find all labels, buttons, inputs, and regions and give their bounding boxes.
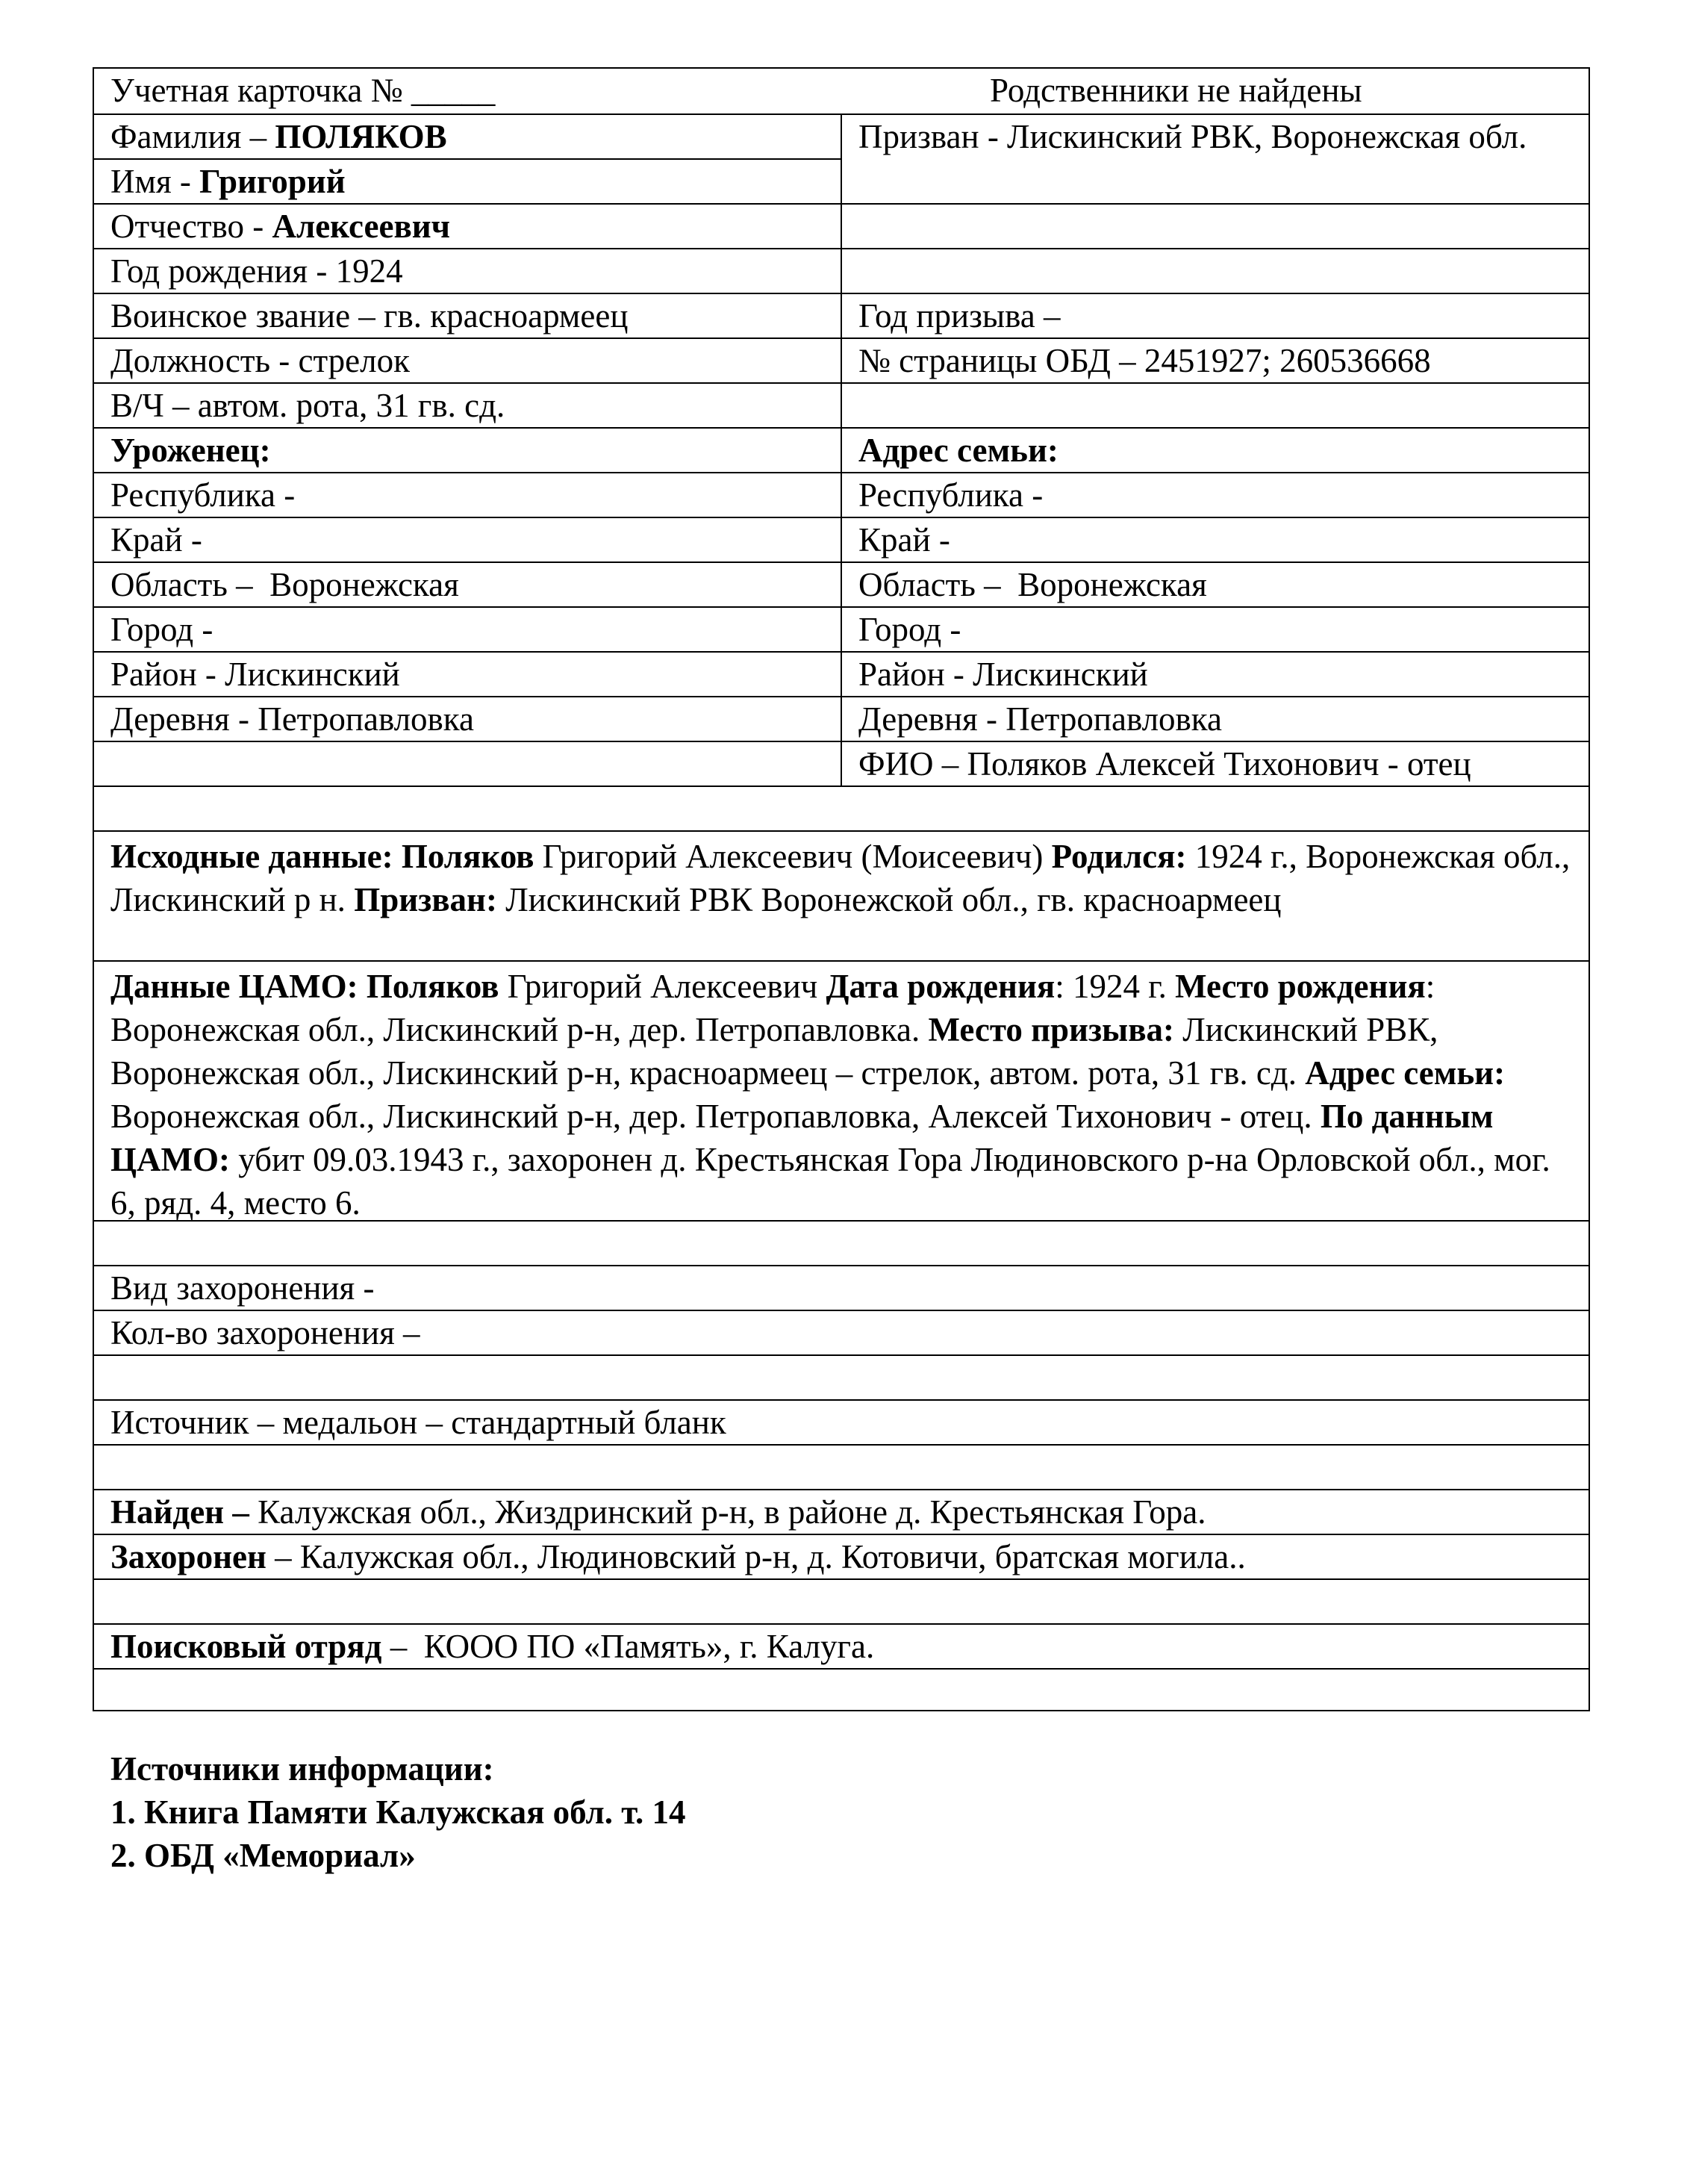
empty-row: [94, 1578, 1589, 1625]
family-fio: ФИО – Поляков Алексей Тихонович - отец: [858, 745, 1471, 783]
family-district: Район - Лискинский: [858, 656, 1148, 693]
obd-pages: № страницы ОБД – 2451927; 260536668: [858, 342, 1431, 379]
empty-row: [94, 1354, 1589, 1401]
empty-row: [94, 785, 1589, 832]
burial-count-row: [94, 1310, 1589, 1356]
republic-row: [94, 472, 1589, 518]
native-republic: Республика -: [110, 476, 296, 514]
relatives-status: Родственники не найдены: [990, 72, 1362, 109]
name-value: Григорий: [199, 163, 346, 200]
surname-label: Фамилия –: [110, 118, 275, 155]
rank-row: [94, 293, 1589, 339]
city-row: [94, 606, 1589, 653]
empty-row: [94, 1220, 1589, 1266]
patronymic-label: Отчество -: [110, 208, 272, 245]
drafted-cell: [842, 113, 1589, 203]
unit-row: [94, 382, 1589, 429]
native-city: Город -: [110, 611, 213, 648]
surname-value: ПОЛЯКОВ: [275, 118, 447, 155]
family-oblast: Область – Воронежская: [858, 566, 1207, 603]
search-squad-row: [94, 1623, 1589, 1670]
empty-row: [94, 1668, 1589, 1711]
relative-fio-row: [94, 741, 1589, 787]
village-row: [94, 696, 1589, 742]
information-sources: [110, 1747, 686, 1877]
card-header-row: [94, 69, 1589, 115]
native-header: Уроженец:: [110, 432, 271, 469]
source-data-paragraph: Исходные данные: Поляков Григорий Алексеевич (Моисеевич) Родился: 1924 г., Воронежская обл., Лискинский р н. Призван: Лискинский РВК Воронежской обл., гв. красноармеец: [110, 838, 1571, 918]
family-header: Адрес семьи:: [858, 432, 1059, 469]
family-city: Город -: [858, 611, 961, 648]
patronymic-value: Алексеевич: [272, 208, 451, 245]
registration-card: [93, 67, 1590, 1711]
burial-count: Кол-во захоронения –: [110, 1314, 420, 1351]
buried-info: Захоронен – Калужская обл., Людиновский р-н, д. Котовичи, братская могила..: [110, 1538, 1246, 1575]
burial-type: Вид захоронения -: [110, 1269, 375, 1307]
native-village: Деревня - Петропавловка: [110, 700, 474, 738]
birth-year: Год рождения - 1924: [110, 252, 403, 290]
card-number-label: Учетная карточка № _____: [110, 72, 496, 109]
tsamo-data-paragraph: Данные ЦАМО: Поляков Григорий Алексеевич Дата рождения: 1924 г. Место рождения: Воронежская обл., Лискинский р-н, дер. Петропавловка. Место призыва: Лискинский РВК, Воронежская обл., Лискинский р-н, красноармеец – стрелок, автом. рота, 31 гв. сд. Адрес семьи: Воронежская обл., Лискинский р-н, дер. Петропавловка, Алексей Тихонович - отец. По данным ЦАМО: убит 09.03.1943 г., захоронен д. Крестьянская Гора Людиновского р-на Орловской обл., мог. 6, ряд. 4, место 6.: [110, 968, 1550, 1222]
burial-type-row: [94, 1265, 1589, 1311]
name-label: Имя -: [110, 163, 200, 200]
found-info: Найден – Калужская обл., Жиздринский р-н, в районе д. Крестьянская Гора.: [110, 1493, 1206, 1531]
empty-row: [94, 1444, 1589, 1490]
source-row: [94, 1399, 1589, 1446]
drafted-info: Призван - Лискинский РВК, Воронежская обл.: [858, 118, 1527, 155]
tsamo-data-row: [94, 960, 1589, 1222]
native-oblast: Область – Воронежская: [110, 566, 459, 603]
family-republic: Республика -: [858, 476, 1044, 514]
source-info: Источник – медальон – стандартный бланк: [110, 1404, 726, 1441]
birth-year-row: [94, 248, 1589, 294]
source-item: 1. Книга Памяти Калужская обл. т. 14: [110, 1793, 686, 1831]
buried-row: [94, 1534, 1589, 1580]
native-district: Район - Лискинский: [110, 656, 400, 693]
search-squad-info: Поисковый отряд – КООО ПО «Память», г. Калуга.: [110, 1628, 875, 1665]
family-krai: Край -: [858, 521, 950, 559]
address-headers-row: [94, 427, 1589, 473]
oblast-row: [94, 561, 1589, 608]
sources-heading: Источники информации:: [110, 1750, 494, 1788]
position: Должность - стрелок: [110, 342, 410, 379]
military-rank: Воинское звание – гв. красноармеец: [110, 297, 629, 335]
district-row: [94, 651, 1589, 697]
patronymic-row: [94, 203, 1589, 249]
source-data-row: [94, 830, 1589, 962]
position-row: [94, 337, 1589, 384]
military-unit: В/Ч – автом. рота, 31 гв. сд.: [110, 387, 505, 424]
native-krai: Край -: [110, 521, 202, 559]
krai-row: [94, 517, 1589, 563]
found-row: [94, 1489, 1589, 1535]
family-village: Деревня - Петропавловка: [858, 700, 1222, 738]
source-item: 2. ОБД «Мемориал»: [110, 1837, 416, 1874]
draft-year: Год призыва –: [858, 297, 1061, 335]
